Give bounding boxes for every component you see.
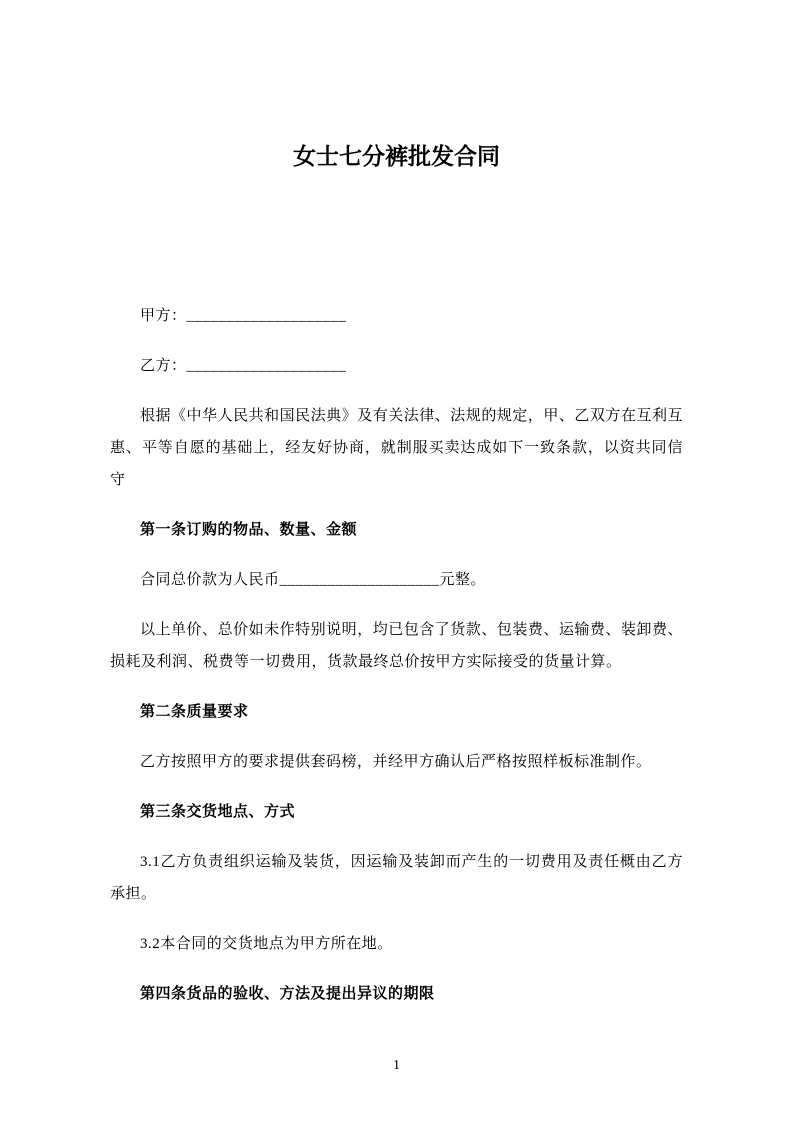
party-a-line: 甲方：____________________ [140, 308, 347, 324]
clause-4-heading: 第四条货品的验收、方法及提出异议的期限 [140, 986, 435, 1002]
clause-1-heading: 第一条订购的物品、数量、金额 [140, 522, 358, 538]
page-footer [0, 1056, 793, 1076]
preamble-paragraph: 根据《中华人民共和国民法典》及有关法律、法规的规定，甲、乙双方在互利互惠、平等自愿的基础上，经友好协商，就制服买卖达成如下一致条款，以资共同信守 [110, 408, 683, 488]
document-title: 女士七分裤批发合同 [293, 143, 500, 169]
party-b-line: 乙方：____________________ [140, 358, 347, 374]
clause-3-2-paragraph: 3.2本合同的交货地点为甲方所在地。 [140, 936, 393, 952]
price-note-paragraph: 以上单价、总价如未作特别说明，均已包含了货款、包装费、运输费、装卸费、损耗及利润、税费等一切费用，货款最终总价按甲方实际接受的货量计算。 [110, 622, 683, 670]
clause-2-heading: 第二条质量要求 [140, 704, 249, 720]
document-body [110, 300, 683, 1010]
clause-3-1-paragraph: 3.1乙方负责组织运输及装货，因运输及装卸而产生的一切费用及责任概由乙方承担。 [110, 854, 683, 902]
page-number: 1 [393, 1058, 400, 1073]
clause-3-heading: 第三条交货地点、方式 [140, 804, 296, 820]
quality-paragraph: 乙方按照甲方的要求提供套码榜，并经甲方确认后严格按照样板标准制作。 [140, 754, 652, 770]
total-price-line: 合同总价款为人民币____________________元整。 [140, 572, 487, 588]
